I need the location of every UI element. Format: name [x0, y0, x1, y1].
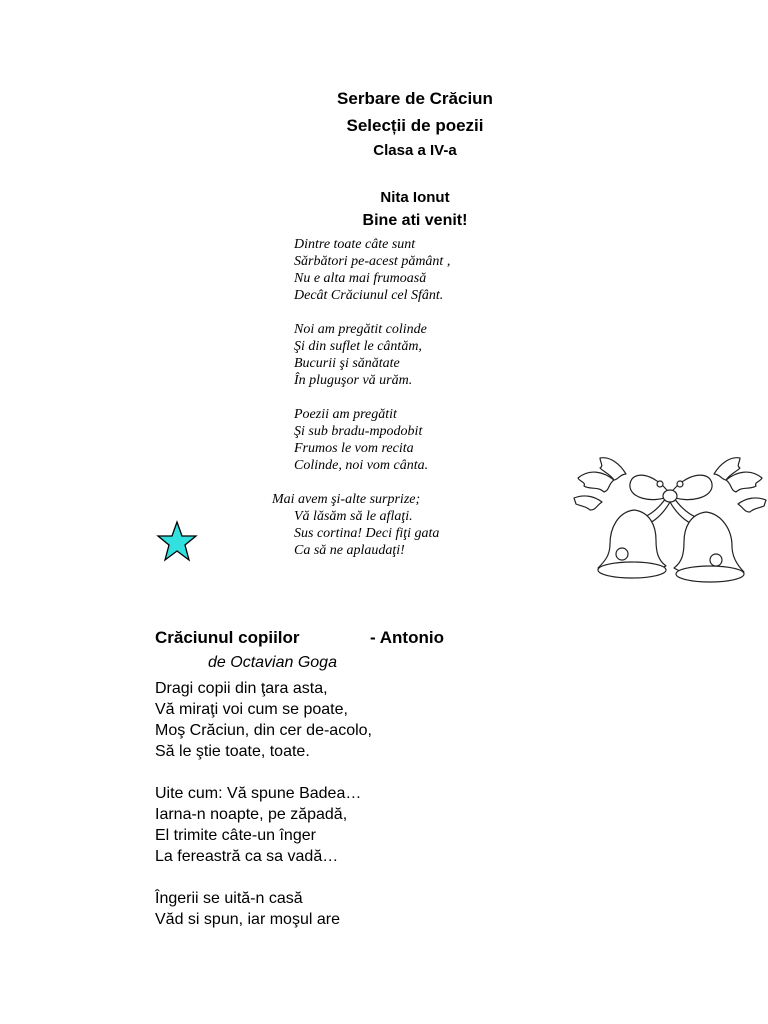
poem-line: Şi din suflet le cântăm, [294, 339, 422, 354]
poem-line: Vă lăsăm să le aflaţi. [294, 509, 413, 524]
poem-stanza [155, 678, 575, 762]
poem-line: Îngerii se uită-n casă [155, 890, 303, 907]
poem-line: Sus cortina! Deci fiţi gata [294, 526, 440, 541]
poem-line: Nu e alta mai frumoasă [294, 271, 427, 286]
performer-name: - Antonio [370, 628, 444, 647]
poem-line: Uite cum: Vă spune Badea… [155, 785, 362, 802]
welcome-heading: Bine ati venit! [362, 212, 468, 229]
poem-line: Să le ştie toate, toate. [155, 743, 310, 760]
poem-line: La fereastră ca sa vadă… [155, 848, 339, 865]
poem-stanza [270, 491, 560, 559]
poem-line: Ca să ne aplaudaţi! [294, 543, 405, 558]
poem-line: Noi am pregătit colinde [294, 322, 427, 337]
star-icon [156, 520, 198, 564]
poem-stanza [270, 236, 560, 304]
poem-line: Mai avem şi-alte surprize; [272, 492, 421, 507]
poem-line: Iarna-n noapte, pe zăpadă, [155, 806, 348, 823]
poem-line: El trimite câte-un înger [155, 827, 316, 844]
poem-stanza [155, 783, 575, 867]
poem-stanza [270, 321, 560, 389]
class-label: Clasa a IV-a [373, 142, 457, 159]
poem-line: Colinde, noi vom cânta. [294, 458, 429, 473]
poem-byline: de Octavian Goga [208, 654, 337, 671]
welcome-poem [270, 236, 560, 576]
poem-line: Vă miraţi voi cum se poate, [155, 701, 348, 718]
craciunul-copiilor-poem [155, 678, 575, 951]
poem-line: Văd si spun, iar moşul are [155, 911, 340, 928]
document-title: Serbare de Crăciun [337, 89, 493, 108]
poem-line: Dintre toate câte sunt [294, 237, 416, 252]
christmas-bells-icon [570, 450, 768, 590]
poem-line: Poezii am pregătit [294, 407, 397, 422]
poem-line: În pluguşor vă urăm. [294, 373, 413, 388]
document-subtitle: Selecții de poezii [346, 116, 484, 135]
poem-line: Dragi copii din ţara asta, [155, 680, 328, 697]
poem-line: Frumos le vom recita [294, 441, 414, 456]
poem-stanza [155, 888, 575, 930]
author-name: Nita Ionut [380, 189, 450, 206]
poem-stanza [270, 406, 560, 474]
poem-line: Sărbători pe-acest pământ , [294, 254, 451, 269]
poem-line: Decât Crăciunul cel Sfânt. [294, 288, 444, 303]
poem-line: Moş Crăciun, din cer de-acolo, [155, 722, 372, 739]
poem-title: Crăciunul copiilor [155, 628, 300, 647]
poem-line: Bucurii şi sănătate [294, 356, 400, 371]
poem-line: Şi sub bradu-mpodobit [294, 424, 423, 439]
